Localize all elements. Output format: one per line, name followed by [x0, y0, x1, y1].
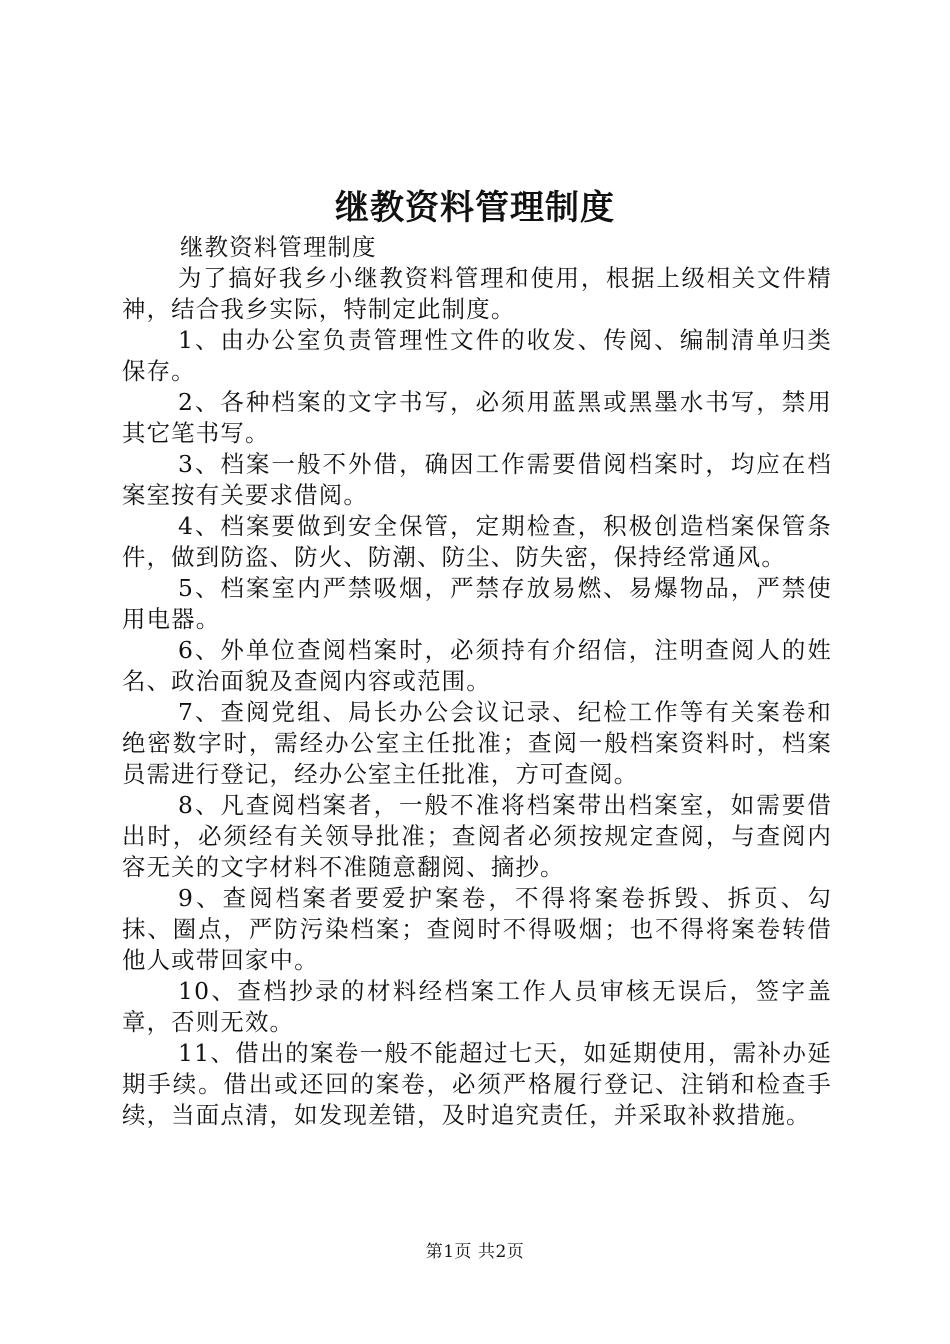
page-title: 继教资料管理制度 [335, 188, 615, 228]
document-subtitle: 继教资料管理制度 [180, 233, 377, 261]
intro-paragraph: 为了搞好我乡小继教资料管理和使用，根据上级相关文件精神，结合我乡实际，特制定此制度。 [122, 264, 832, 323]
rule-paragraph-1: 1、由办公室负责管理性文件的收发、传阅、编制清单归类保存。 [122, 326, 832, 385]
rule-paragraph-9: 9、查阅档案者要爱护案卷，不得将案卷拆毁、拆页、勾抹、圈点，严防污染档案；查阅时不得吸烟；也不得将案卷转借他人或带回家中。 [122, 884, 832, 974]
rule-paragraph-8: 8、凡查阅档案者，一般不准将档案带出档案室，如需要借出时，必须经有关领导批准；查阅者必须按规定查阅，与查阅内容无关的文字材料不准随意翻阅、摘抄。 [122, 791, 832, 881]
rule-paragraph-4: 4、档案要做到安全保管，定期检查，积极创造档案保管条件，做到防盗、防火、防潮、防尘、防失密，保持经常通风。 [122, 512, 832, 571]
rule-paragraph-2: 2、各种档案的文字书写，必须用蓝黑或黑墨水书写，禁用其它笔书写。 [122, 388, 832, 447]
rule-paragraph-10: 10、查档抄录的材料经档案工作人员审核无误后，签字盖章，否则无效。 [122, 977, 832, 1036]
document-body [122, 232, 832, 1131]
rule-paragraph-11: 11、借出的案卷一般不能超过七天，如延期使用，需补办延期手续。借出或还回的案卷，必须严格履行登记、注销和检查手续，当面点清，如发现差错，及时追究责任，并采取补救措施。 [122, 1039, 832, 1129]
rule-paragraph-7: 7、查阅党组、局长办公会议记录、纪检工作等有关案卷和绝密数字时，需经办公室主任批准；查阅一般档案资料时，档案员需进行登记，经办公室主任批准，方可查阅。 [122, 698, 832, 788]
page-footer: 第1页 共2页 [425, 1242, 525, 1262]
rule-paragraph-5: 5、档案室内严禁吸烟，严禁存放易燃、易爆物品，严禁使用电器。 [122, 574, 832, 633]
rule-paragraph-6: 6、外单位查阅档案时，必须持有介绍信，注明查阅人的姓名、政治面貌及查阅内容或范围。 [122, 636, 832, 695]
rule-paragraph-3: 3、档案一般不外借，确因工作需要借阅档案时，均应在档案室按有关要求借阅。 [122, 450, 832, 509]
